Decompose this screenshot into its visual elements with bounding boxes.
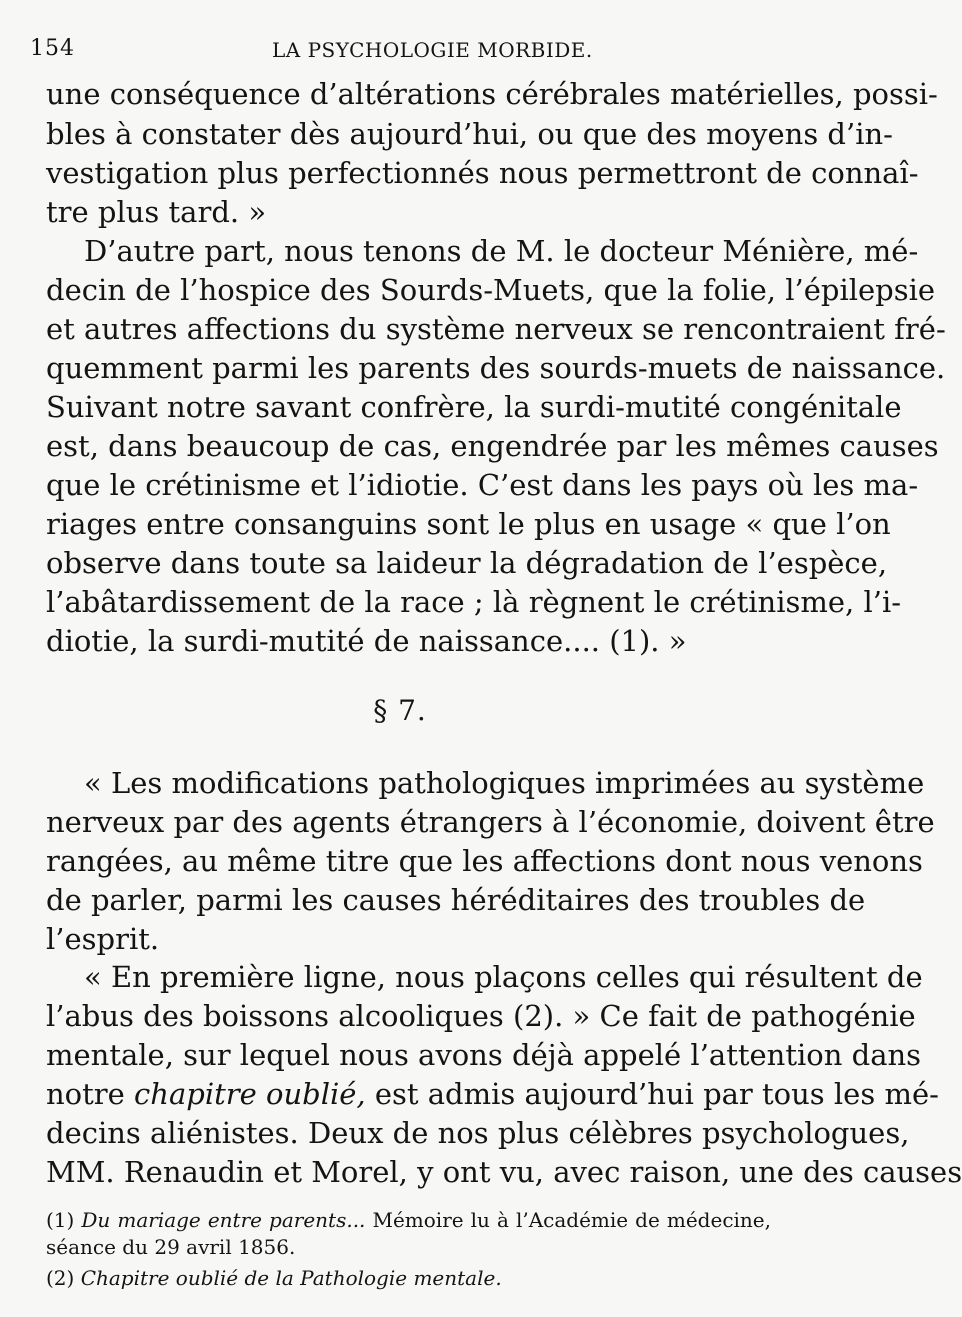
body-line: nerveux par des agents étrangers à l’économie, doivent être xyxy=(46,805,935,839)
body-line: l’esprit. xyxy=(46,922,160,956)
body-text: notre xyxy=(46,1077,135,1111)
body-line: vestigation plus perfectionnés nous permettront de connaî- xyxy=(46,156,919,190)
body-line: mentale, sur lequel nous avons déjà appelé l’attention dans xyxy=(46,1038,922,1072)
footnote-1-continued: séance du 29 avril 1856. xyxy=(46,1235,296,1259)
section-heading: § 7. xyxy=(373,694,427,727)
body-line: et autres affections du système nerveux se rencontraient fré- xyxy=(46,312,946,346)
footnote-title: Du mariage entre parents... xyxy=(81,1208,366,1232)
body-line: decin de l’hospice des Sourds-Muets, que la folie, l’épilepsie xyxy=(46,273,936,307)
body-line: diotie, la surdi-mutité de naissance.... (1). » xyxy=(46,624,687,658)
body-line: « Les modifications pathologiques imprimées au système xyxy=(84,766,925,800)
footnote-2 xyxy=(46,1264,771,1292)
body-line: Suivant notre savant confrère, la surdi-mutité congénitale xyxy=(46,390,902,424)
body-line: rangées, au même titre que les affections dont nous venons xyxy=(46,844,923,878)
body-line: l’abâtardissement de la race ; là règnent le crétinisme, l’i- xyxy=(46,585,902,619)
body-line: decins aliénistes. Deux de nos plus célèbres psychologues, xyxy=(46,1116,910,1150)
page-number: 154 xyxy=(30,36,75,61)
body-line: D’autre part, nous tenons de M. le docteur Ménière, mé- xyxy=(84,234,919,268)
body-line: bles à constater dès aujourd’hui, ou que des moyens d’in- xyxy=(46,117,893,151)
body-line: que le crétinisme et l’idiotie. C’est dans les pays où les ma- xyxy=(46,468,919,502)
body-text: est admis aujourd’hui par tous les mé- xyxy=(365,1077,939,1111)
body-line: tre plus tard. » xyxy=(46,195,267,229)
body-line: riages entre consanguins sont le plus en usage « que l’on xyxy=(46,507,891,541)
footnote-text: Mémoire lu à l’Académie de médecine, xyxy=(365,1208,771,1232)
body-line: observe dans toute sa laideur la dégradation de l’espèce, xyxy=(46,546,888,580)
footnote-marker: (2) xyxy=(46,1266,81,1290)
footnote-marker: (1) xyxy=(46,1208,82,1232)
running-title: LA PSYCHOLOGIE MORBIDE. xyxy=(272,38,593,62)
body-line: « En première ligne, nous plaçons celles qui résultent de xyxy=(84,960,923,994)
body-line: MM. Renaudin et Morel, y ont vu, avec raison, une des causes xyxy=(46,1155,962,1189)
body-line: quemment parmi les parents des sourds-muets de naissance. xyxy=(46,351,946,385)
body-line: est, dans beaucoup de cas, engendrée par les mêmes causes xyxy=(46,429,939,463)
body-line: de parler, parmi les causes héréditaires des troubles de xyxy=(46,883,866,917)
italic-title: chapitre oublié, xyxy=(134,1077,366,1111)
body-line xyxy=(46,1074,939,1114)
body-line: une conséquence d’altérations cérébrales matérielles, possi- xyxy=(46,77,938,111)
body-line: l’abus des boissons alcooliques (2). » Ce fait de pathogénie xyxy=(46,999,916,1033)
footnote-title: Chapitre oublié de la Pathologie mentale. xyxy=(80,1266,502,1290)
running-head xyxy=(0,30,800,70)
footnote-1 xyxy=(46,1206,771,1234)
